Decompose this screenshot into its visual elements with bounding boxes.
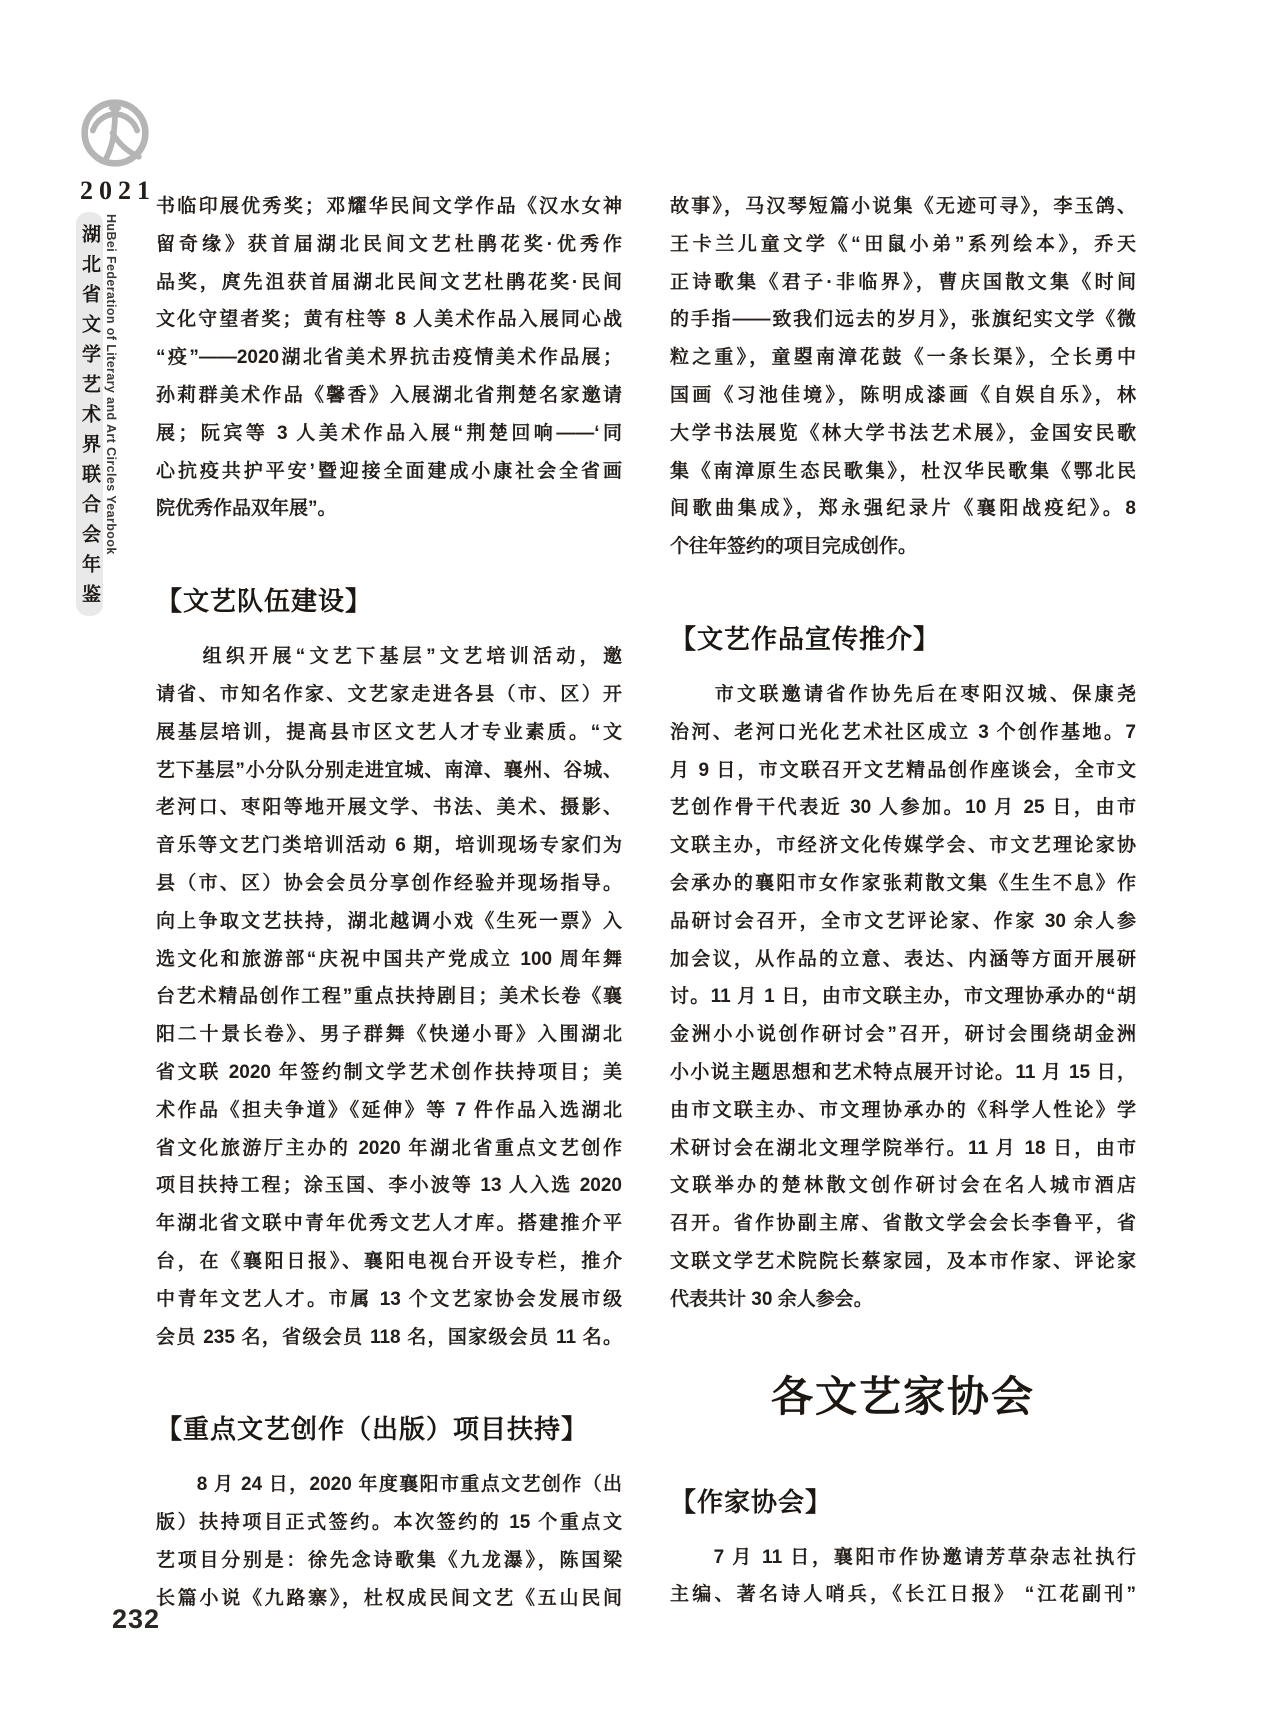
text-line: 文联主办，市经济文化传媒学会、市文艺理论家协 xyxy=(670,835,1136,857)
text-line: 会承办的襄阳市女作家张莉散文集《生生不息》作 xyxy=(670,872,1136,894)
text-line: 讨。11 月 1 日，由市文联主办，市文理协承办的“胡 xyxy=(670,986,1136,1008)
text-line: 省文联 2020 年签约制文学艺术创作扶持项目；美 xyxy=(156,1061,622,1083)
text-line: 孙莉群美术作品《馨香》入展湖北省荆楚名家邀请 xyxy=(156,384,622,406)
text-line: 加会议，从作品的立意、表达、内涵等方面开展研 xyxy=(670,948,1136,970)
text-line: 术作品《担夫争道》《延伸》等 7 件作品入选湖北 xyxy=(156,1099,622,1121)
text-line: 粒之重》，童曌南漳花鼓《一条长渠》，仝长勇中 xyxy=(670,347,1136,369)
text-line: 项目扶持工程；涂玉国、李小波等 13 人入选 2020 xyxy=(156,1175,622,1197)
text-line: 大学书法展览《林大学书法艺术展》，金国安民歌 xyxy=(670,422,1136,444)
text-line: 选文化和旅游部“庆祝中国共产党成立 100 周年舞 xyxy=(156,948,622,970)
text-line: 展；阮宾等 3 人美术作品入展“荆楚回响——‘同 xyxy=(156,422,622,444)
text-line: “疫”——2020湖北省美术界抗击疫情美术作品展； xyxy=(156,347,622,369)
chapter-heading: 各文艺家协会 xyxy=(770,1372,1035,1420)
text-line: 心抗疫共护平安’暨迎接全面建成小康社会全省画 xyxy=(156,460,622,482)
text-line: 年湖北省文联中青年优秀文艺人才库。搭建推介平 xyxy=(156,1213,622,1235)
text-line: 代表共计 30 余人参会。 xyxy=(670,1288,873,1310)
page-number: 232 xyxy=(112,1604,161,1634)
text-line: 小小说主题思想和艺术特点展开讨论。11 月 15 日， xyxy=(670,1061,1136,1083)
text-line: 术研讨会在湖北文理学院举行。11 月 18 日，由市 xyxy=(670,1137,1136,1159)
text-line: 金洲小小说创作研讨会”召开，研讨会围绕胡金洲 xyxy=(670,1024,1136,1046)
section-heading: 【作家协会】 xyxy=(670,1486,833,1517)
text-line: 版）扶持项目正式签约。本次签约的 15 个重点文 xyxy=(156,1512,622,1534)
section-heading: 【重点文艺创作（出版）项目扶持】 xyxy=(156,1414,589,1445)
text-line: 老河口、枣阳等地开展文学、书法、美术、摄影、 xyxy=(156,797,622,819)
text-line: 治河、老河口光化艺术社区成立 3 个创作基地。7 xyxy=(670,721,1136,743)
text-line: 展基层培训，提高县市区文艺人才专业素质。“文 xyxy=(156,721,622,743)
text-line: 长篇小说《九路寨》，杜权成民间文艺《五山民间 xyxy=(156,1587,622,1609)
sidebar-title-english: HuBei Federation of Literary and Art Circles Yearbook xyxy=(104,214,118,555)
section-heading: 【文艺作品宣传推介】 xyxy=(670,623,941,654)
text-line: 集《南漳原生态民歌集》，杜汉华民歌集《鄂北民 xyxy=(670,460,1136,482)
text-line: 月 9 日，市文联召开文艺精品创作座谈会，全市文 xyxy=(670,759,1136,781)
paragraph xyxy=(670,1539,1136,1615)
text-line: 向上争取文艺扶持，湖北越调小戏《生死一票》入 xyxy=(156,910,622,932)
text-line: 请省、市知名作家、文艺家走进各县（市、区）开 xyxy=(156,683,622,705)
text-line: 文联举办的楚林散文创作研讨会在名人城市酒店 xyxy=(670,1175,1136,1197)
yearbook-year: 2021 xyxy=(80,176,156,205)
text-line: 院优秀作品双年展”。 xyxy=(156,498,337,520)
text-line: 7 月 11 日，襄阳市作协邀请芳草杂志社执行 xyxy=(670,1546,1136,1568)
text-line: 组织开展“文艺下基层”文艺培训活动，邀 xyxy=(156,646,622,668)
section-heading: 【文艺队伍建设】 xyxy=(156,586,373,617)
text-line: 省文化旅游厅主办的 2020 年湖北省重点文艺创作 xyxy=(156,1137,622,1159)
paragraph xyxy=(670,188,1136,566)
text-line: 留奇缘》获首届湖北民间文艺杜鹃花奖·优秀作 xyxy=(156,233,622,255)
text-line: 市文联邀请省作协先后在枣阳汉城、保康尧 xyxy=(670,683,1136,705)
sidebar-title-chinese: 湖北省文学艺术界联合会年鉴 xyxy=(76,212,103,616)
text-line: 阳二十景长卷》、男子群舞《快递小哥》入围湖北 xyxy=(156,1024,622,1046)
text-line: 文化守望者奖；黄有柱等 8 人美术作品入展同心战 xyxy=(156,309,622,331)
text-line: 音乐等文艺门类培训活动 6 期，培训现场专家们为 xyxy=(156,835,622,857)
text-line: 间歌曲集成》，郑永强纪录片《襄阳战疫纪》。8 xyxy=(670,498,1136,520)
text-line: 品研讨会召开，全市文艺评论家、作家 30 余人参 xyxy=(670,910,1136,932)
text-line: 文联文学艺术院院长蔡家园，及本市作家、评论家 xyxy=(670,1250,1136,1272)
right-text-column xyxy=(670,188,1136,1614)
text-line: 艺下基层”小分队分别走进宜城、南漳、襄州、谷城、 xyxy=(156,759,622,781)
text-line: 召开。省作协副主席、省散文学会会长李鲁平，省 xyxy=(670,1213,1136,1235)
text-line: 品奖，庹先沮获首届湖北民间文艺杜鹃花奖·民间 xyxy=(156,271,622,293)
federation-logo-icon xyxy=(74,92,156,174)
text-line: 中青年文艺人才。市属 13 个文艺家协会发展市级 xyxy=(156,1288,622,1310)
text-line: 由市文联主办、市文理协承办的《科学人性论》学 xyxy=(670,1099,1136,1121)
text-line: 会员 235 名，省级会员 118 名，国家级会员 11 名。 xyxy=(156,1326,622,1348)
text-line: 正诗歌集《君子·非临界》，曹庆国散文集《时间 xyxy=(670,271,1136,293)
text-line: 艺创作骨干代表近 30 人参加。10 月 25 日，由市 xyxy=(670,797,1136,819)
text-line: 国画《习池佳境》，陈明成漆画《自娱自乐》，林 xyxy=(670,384,1136,406)
paragraph xyxy=(156,1466,622,1617)
text-line: 个往年签约的项目完成创作。 xyxy=(670,536,918,558)
text-line: 8 月 24 日，2020 年度襄阳市重点文艺创作（出 xyxy=(156,1474,622,1496)
text-line: 王卡兰儿童文学《“田鼠小弟”系列绘本》，乔天 xyxy=(670,233,1136,255)
text-line: 故事》，马汉琴短篇小说集《无迹可寻》，李玉鸽、 xyxy=(670,196,1136,217)
text-line: 台艺术精品创作工程”重点扶持剧目；美术长卷《襄 xyxy=(156,986,622,1008)
paragraph xyxy=(156,638,622,1356)
text-line: 主编、著名诗人哨兵，《长江日报》 “江花副刊” xyxy=(670,1584,1136,1606)
text-line: 书临印展优秀奖；邓耀华民间文学作品《汉水女神 xyxy=(156,196,622,217)
text-line: 的手指——致我们远去的岁月》，张旗纪实文学《微 xyxy=(670,309,1136,331)
text-line: 艺项目分别是：徐先念诗歌集《九龙瀑》，陈国梁 xyxy=(156,1549,622,1571)
left-text-column xyxy=(156,188,622,1618)
logo-block xyxy=(70,92,160,206)
paragraph xyxy=(156,188,622,528)
paragraph xyxy=(670,676,1136,1319)
text-line: 县（市、区）协会会员分享创作经验并现场指导。 xyxy=(156,872,622,894)
text-line: 台，在《襄阳日报》、襄阳电视台开设专栏，推介 xyxy=(156,1250,622,1272)
